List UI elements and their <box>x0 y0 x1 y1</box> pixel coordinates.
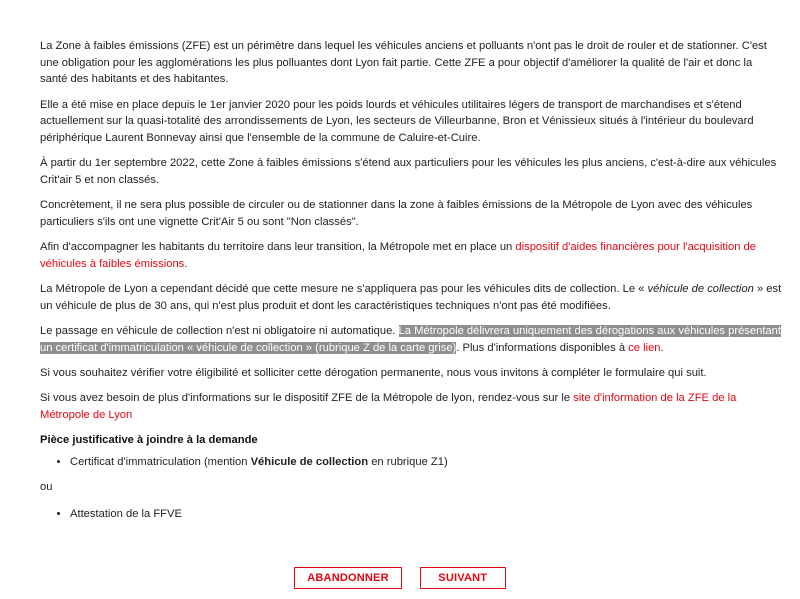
p4-text: Concrètement, il ne sera plus possible de circuler ou de stationner dans la zone à faibles émissions de la Métropole de Lyon avec des véhicules particuliers s'ils ont une vignette Crit'Air 5 ou sont "Non classés". <box>40 199 753 228</box>
p9-text: Si vous avez besoin de plus d'informations sur le dispositif ZFE de la Métropole de lyon, rendez-vous sur le <box>40 392 574 405</box>
p7-text-a: Le passage en véhicule de collection n'est ni obligatoire ni automatique. <box>40 325 399 338</box>
p8-text: Si vous souhaitez vérifier votre éligibilité et solliciter cette dérogation permanente, nous vous invitons à compléter le formulaire qui suit. <box>40 367 707 380</box>
intro-paragraph-collection <box>40 281 782 314</box>
intro-paragraph-aid <box>40 239 782 272</box>
p7-text-b: . Plus d'informations disponibles à <box>456 341 629 354</box>
intro-paragraph-concretely <box>40 197 782 230</box>
p7-end: . <box>660 341 664 354</box>
intro-paragraph-history <box>40 97 782 147</box>
intro-paragraph-info-site <box>40 390 782 423</box>
item1-text-c: en rubrique Z1) <box>368 456 448 469</box>
next-button[interactable]: SUIVANT <box>420 567 506 589</box>
item1-text-a: Certificat d'immatriculation (mention <box>70 456 251 469</box>
form-intro <box>40 38 782 530</box>
intro-paragraph-derogation <box>40 323 782 356</box>
p1-text: La Zone à faibles émissions (ZFE) est un périmètre dans lequel les véhicules anciens et polluants n'ont pas le droit de rouler et de stationner. C'est une obligation pour les agglomérations les plus polluantes dont Lyon fait partie. Cette ZFE a pour objectif d'améliorer la qualité de l'air et donc la santé des habitants et des habitantes. <box>40 40 767 86</box>
or-separator: ou <box>40 481 53 494</box>
p6-text-b: » est un véhicule de plus de 30 ans, qui n'est plus produit et dont les caractéristiques techniques n'ont pas été modifiées. <box>40 283 782 312</box>
p5-text: Afin d'accompagner les habitants du territoire dans leur transition, la Métropole met en place un <box>40 241 516 254</box>
supporting-documents-list-1 <box>40 454 782 471</box>
financial-aid-link[interactable]: dispositif d'aides financières pour l'acquisition de véhicules à faibles émissions <box>40 241 756 270</box>
p2-text: Elle a été mise en place depuis le 1er janvier 2020 pour les poids lourds et véhicules utilitaires légers de transport de marchandises et s'étend actuellement sur la quasi-totalité des arrondissements de Lyon, les secteurs de Villeurbanne, Bron et Vénissieux situés à l'intérieur du boulevard périphérique Laurent Bonnevay ainsi que l'ensemble de la commune de Caluire-et-Cuire. <box>40 98 754 144</box>
form-actions <box>0 567 800 589</box>
intro-paragraph-zfe <box>40 38 782 88</box>
supporting-documents-list-2 <box>40 506 782 523</box>
list-item-ffve-attestation: • Attestation de la FFVE <box>70 506 782 523</box>
intro-paragraph-eligibility <box>40 365 782 382</box>
intro-paragraph-sept-2022 <box>40 155 782 188</box>
list-item-registration-certificate <box>70 454 782 471</box>
p6-emphasis: véhicule de collection <box>647 283 754 296</box>
p6-text-a: La Métropole de Lyon a cependant décidé que cette mesure ne s'appliquera pas pour les véhicules dits de collection. Le « <box>40 283 648 296</box>
p3-text: À partir du 1er septembre 2022, cette Zone à faibles émissions s'étend aux particuliers pour les véhicules les plus anciens, c'est-à-dire aux véhicules Crit'air 5 et non classés. <box>40 157 777 186</box>
zfe-info-site-link[interactable]: site d'information de la ZFE de la Métropole de Lyon <box>40 392 737 422</box>
more-info-link[interactable]: ce lien <box>628 341 661 354</box>
p7-highlighted-text: La Métropole délivrera uniquement des dérogations aux véhicules présentant un certificat d'immatriculation « véhicule de collection » (rubrique Z de la carte grise) <box>40 325 781 354</box>
item1-bold: Véhicule de collection <box>250 456 369 469</box>
abandon-button[interactable]: ABANDONNER <box>294 567 401 589</box>
p5-end: . <box>184 257 188 270</box>
supporting-documents-heading: Pièce justificative à joindre à la demande <box>40 434 258 447</box>
